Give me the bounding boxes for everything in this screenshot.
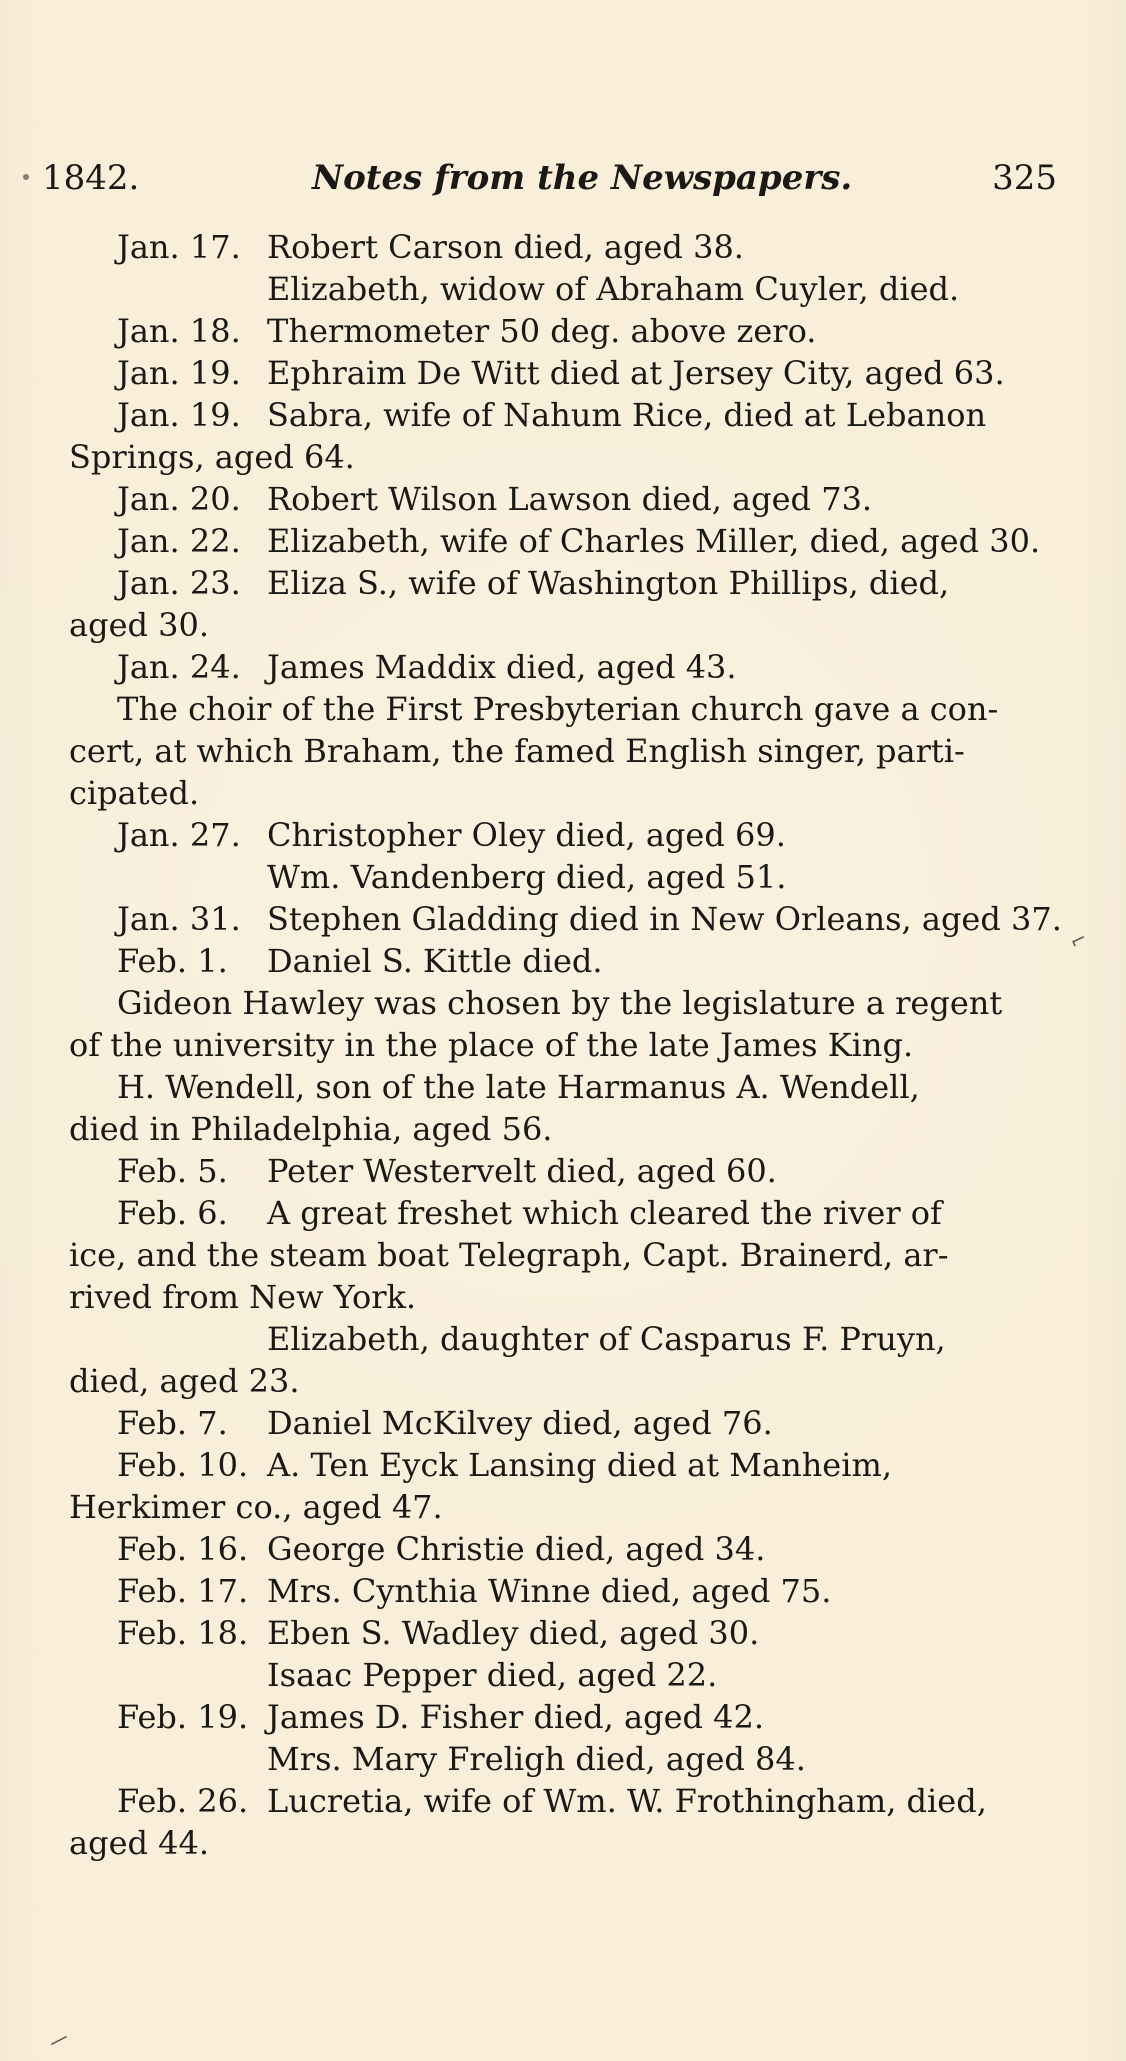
entry-line bbox=[117, 1696, 1017, 1738]
paragraph-text: died in Philadelphia, aged 56. bbox=[69, 1110, 553, 1148]
entry-continuation-text: died, aged 23. bbox=[69, 1362, 300, 1400]
entry-date: Feb. 6. bbox=[117, 1194, 228, 1232]
page-margin-dot bbox=[23, 174, 29, 180]
entry-text: James D. Fisher died, aged 42. bbox=[267, 1698, 765, 1736]
header-title: Notes from the Newspapers. bbox=[312, 158, 853, 198]
paragraph-line bbox=[69, 1024, 1019, 1066]
entry-date: Jan. 22. bbox=[117, 522, 241, 560]
entry-continuation bbox=[69, 436, 969, 478]
entry-date: Jan. 17. bbox=[117, 228, 241, 266]
ink-speck: / bbox=[48, 2029, 71, 2051]
entry-line bbox=[117, 1780, 1067, 1822]
entry-date: Feb. 16. bbox=[117, 1530, 249, 1568]
entry-date: Jan. 18. bbox=[117, 312, 241, 350]
entry-text: James Maddix died, aged 43. bbox=[267, 648, 737, 686]
entry-line bbox=[117, 520, 1060, 562]
entry-date: Feb. 10. bbox=[117, 1446, 249, 1484]
entry-date: Feb. 7. bbox=[117, 1404, 228, 1442]
entry-line bbox=[117, 1612, 1017, 1654]
entry-date: Feb. 5. bbox=[117, 1152, 228, 1190]
entry-text: George Christie died, aged 34. bbox=[267, 1530, 766, 1568]
entry-text: Ephraim De Witt died at Jersey City, aged 63. bbox=[267, 354, 1005, 392]
entry-continuation-text: Herkimer co., aged 47. bbox=[69, 1488, 443, 1526]
entry-date: Jan. 19. bbox=[117, 354, 241, 392]
entry-date: Jan. 19. bbox=[117, 396, 241, 434]
entry-continuation bbox=[69, 1276, 969, 1318]
entry-line bbox=[117, 646, 1017, 688]
entry-line bbox=[117, 1654, 1017, 1696]
entry-text: Isaac Pepper died, aged 22. bbox=[267, 1656, 718, 1694]
entry-date: Jan. 20. bbox=[117, 480, 241, 518]
entry-line bbox=[117, 1192, 1067, 1234]
paragraph-line bbox=[117, 688, 1060, 730]
running-header bbox=[42, 156, 1057, 200]
entry-line bbox=[117, 1738, 1017, 1780]
entry-line bbox=[117, 268, 1017, 310]
entry-text: Daniel S. Kittle died. bbox=[267, 942, 603, 980]
entry-continuation bbox=[69, 1486, 969, 1528]
entry-line bbox=[117, 1570, 1017, 1612]
entry-line bbox=[117, 1444, 1067, 1486]
entry-line bbox=[117, 1402, 1017, 1444]
entry-line bbox=[117, 1150, 1017, 1192]
entry-text: Eben S. Wadley died, aged 30. bbox=[267, 1614, 760, 1652]
entry-line bbox=[117, 226, 1017, 268]
entry-text: Mrs. Mary Freligh died, aged 84. bbox=[267, 1740, 806, 1778]
paragraph-text: cert, at which Braham, the famed English singer, parti- bbox=[69, 732, 965, 770]
header-year: 1842. bbox=[42, 158, 140, 198]
entry-date: Feb. 1. bbox=[117, 942, 228, 980]
entry-text: Sabra, wife of Nahum Rice, died at Lebanon bbox=[267, 396, 987, 434]
entry-line bbox=[117, 1318, 1067, 1360]
entry-line bbox=[117, 478, 1017, 520]
entry-text: Stephen Gladding died in New Orleans, aged 37. bbox=[267, 900, 1062, 938]
paragraph-text: cipated. bbox=[69, 774, 200, 812]
entry-line bbox=[117, 394, 1060, 436]
entry-line bbox=[117, 856, 1017, 898]
ink-speck: ⌐ bbox=[1065, 925, 1092, 955]
entry-date: Feb. 18. bbox=[117, 1614, 249, 1652]
entry-text: Lucretia, wife of Wm. W. Frothingham, died, bbox=[267, 1782, 987, 1820]
entry-continuation bbox=[69, 1234, 1059, 1276]
paragraph-line bbox=[117, 1066, 1067, 1108]
entry-line bbox=[117, 940, 1017, 982]
entry-text: Robert Wilson Lawson died, aged 73. bbox=[267, 480, 873, 518]
paragraph-text: Gideon Hawley was chosen by the legislature a regent bbox=[117, 984, 1003, 1022]
entry-date: Feb. 26. bbox=[117, 1782, 249, 1820]
entry-text: Elizabeth, daughter of Casparus F. Pruyn, bbox=[267, 1320, 946, 1358]
entry-continuation-text: Springs, aged 64. bbox=[69, 438, 355, 476]
entry-line bbox=[117, 310, 1017, 352]
entry-text: Mrs. Cynthia Winne died, aged 75. bbox=[267, 1572, 832, 1610]
entry-continuation bbox=[69, 1360, 969, 1402]
entry-continuation-text: ice, and the steam boat Telegraph, Capt. Brainerd, ar- bbox=[69, 1236, 949, 1274]
entry-text: Robert Carson died, aged 38. bbox=[267, 228, 744, 266]
entry-text: A. Ten Eyck Lansing died at Manheim, bbox=[267, 1446, 892, 1484]
entry-continuation bbox=[69, 604, 969, 646]
paragraph-line bbox=[69, 1108, 969, 1150]
entry-text: Daniel McKilvey died, aged 76. bbox=[267, 1404, 773, 1442]
entry-line bbox=[117, 352, 1060, 394]
entry-continuation-text: rived from New York. bbox=[69, 1278, 417, 1316]
entry-text: Elizabeth, widow of Abraham Cuyler, died. bbox=[267, 270, 960, 308]
paragraph-line bbox=[69, 730, 1059, 772]
entry-text: Eliza S., wife of Washington Phillips, died, bbox=[267, 564, 950, 602]
paragraph-text: The choir of the First Presbyterian church gave a con- bbox=[117, 690, 999, 728]
entry-date: Jan. 23. bbox=[117, 564, 241, 602]
entry-text: A great freshet which cleared the river of bbox=[267, 1194, 942, 1232]
entry-continuation bbox=[69, 1822, 969, 1864]
paragraph-line bbox=[69, 772, 969, 814]
entry-date: Jan. 31. bbox=[117, 900, 241, 938]
entry-line bbox=[117, 562, 1060, 604]
entry-date: Feb. 17. bbox=[117, 1572, 249, 1610]
entry-text: Thermometer 50 deg. above zero. bbox=[267, 312, 817, 350]
entry-text: Elizabeth, wife of Charles Miller, died, aged 30. bbox=[267, 522, 1041, 560]
entry-text: Wm. Vandenberg died, aged 51. bbox=[267, 858, 787, 896]
entry-text: Christopher Oley died, aged 69. bbox=[267, 816, 786, 854]
entry-text: Peter Westervelt died, aged 60. bbox=[267, 1152, 777, 1190]
page-number: 325 bbox=[992, 158, 1057, 198]
entry-line bbox=[117, 814, 1017, 856]
entry-continuation-text: aged 30. bbox=[69, 606, 210, 644]
entry-continuation-text: aged 44. bbox=[69, 1824, 210, 1862]
paragraph-text: of the university in the place of the late James King. bbox=[69, 1026, 914, 1064]
entry-date: Jan. 27. bbox=[117, 816, 241, 854]
paragraph-line bbox=[117, 982, 1067, 1024]
paragraph-text: H. Wendell, son of the late Harmanus A. Wendell, bbox=[117, 1068, 920, 1106]
entry-date: Feb. 19. bbox=[117, 1698, 249, 1736]
entry-date: Jan. 24. bbox=[117, 648, 241, 686]
entry-line bbox=[117, 898, 1060, 940]
entry-line bbox=[117, 1528, 1017, 1570]
